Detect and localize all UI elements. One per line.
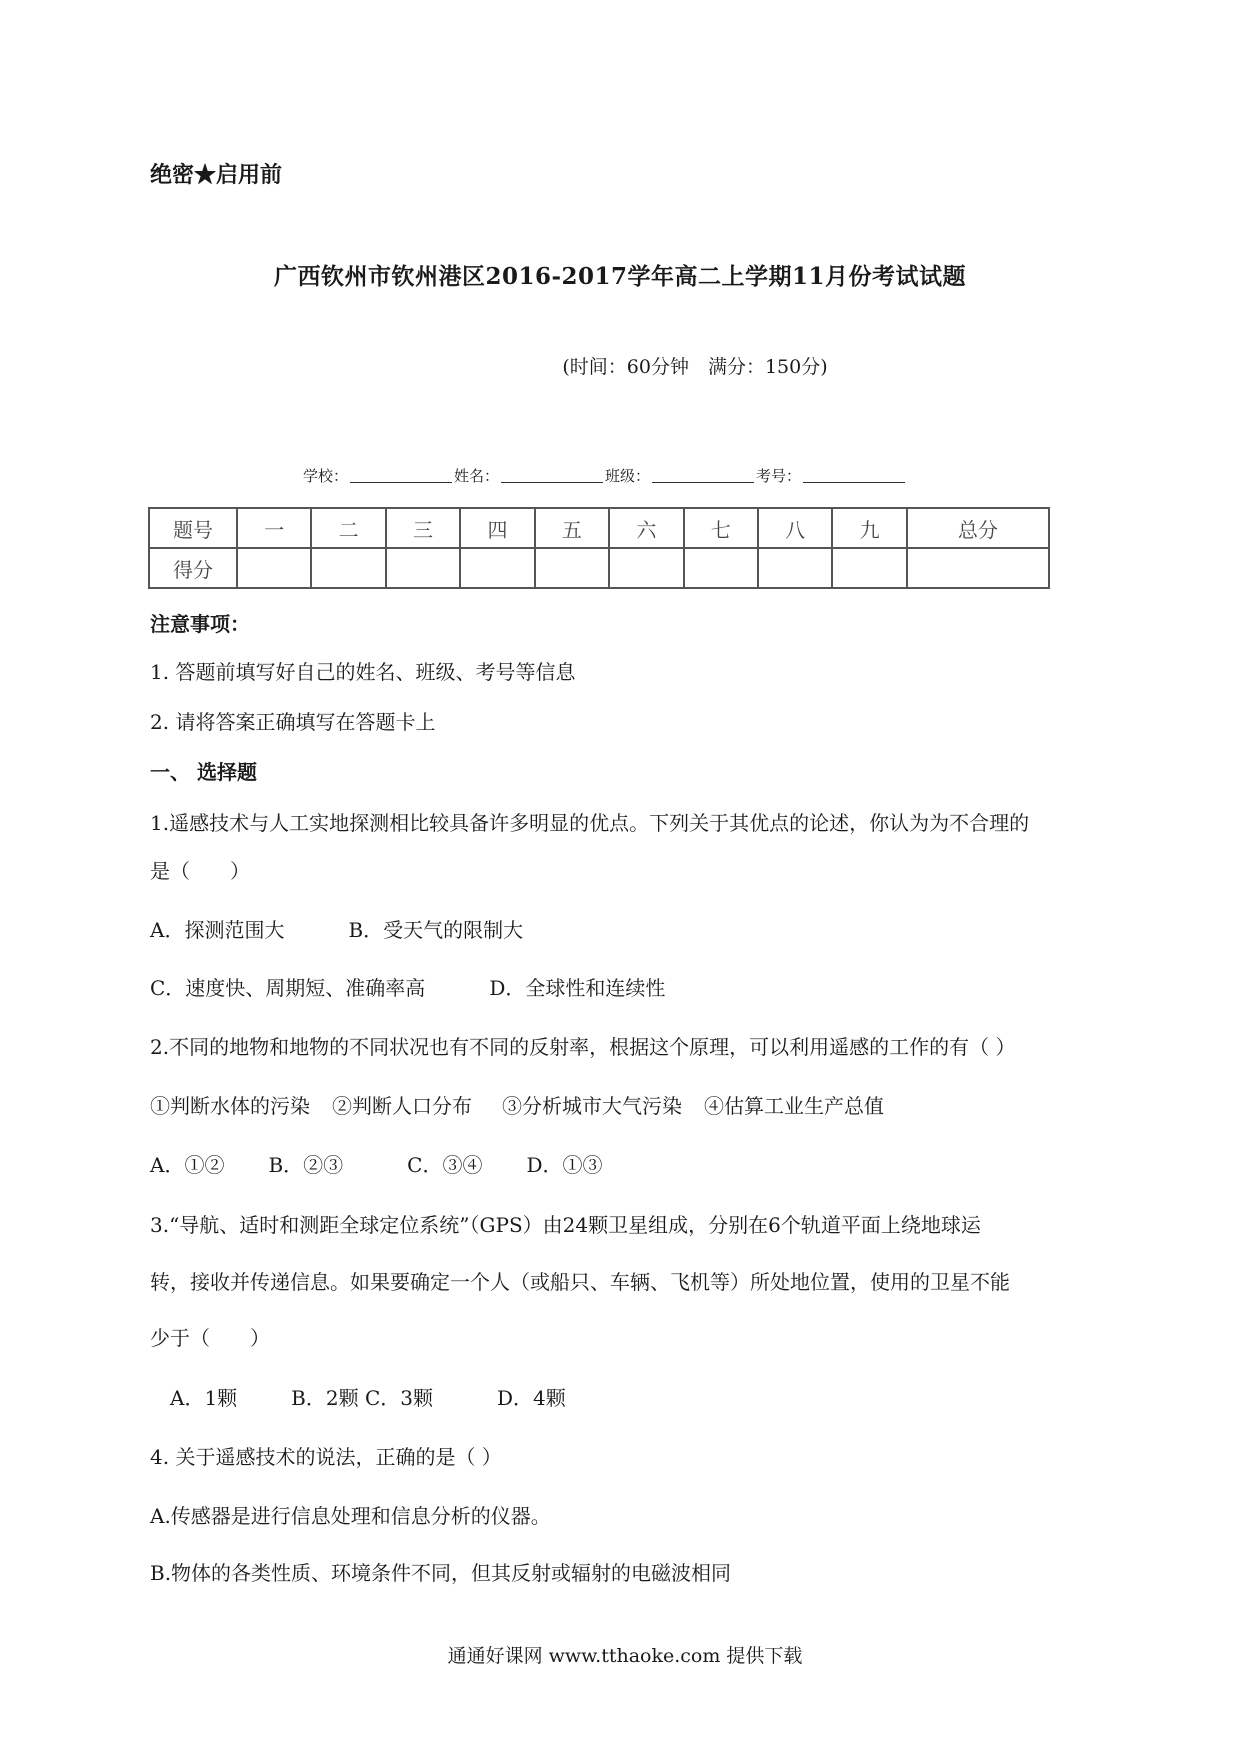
section-heading: 一、 选择题 bbox=[150, 760, 257, 784]
table-cell: 题号 bbox=[149, 508, 237, 548]
table-cell: 七 bbox=[684, 508, 758, 548]
question-3-text: 3.“导航、适时和测距全球定位系统”（GPS）由24颗卫星组成，分别在6个轨道平面上绕地球运 bbox=[150, 1213, 981, 1237]
option-c: C．③④ bbox=[407, 1153, 483, 1177]
notes-heading: 注意事项： bbox=[150, 612, 250, 636]
name-blank[interactable] bbox=[501, 468, 603, 483]
list-item: ③分析城市大气污染 bbox=[502, 1094, 682, 1118]
table-cell: 九 bbox=[832, 508, 906, 548]
exam-no-label: 考号： bbox=[756, 467, 802, 485]
option-b-c: B．2颗 C．3颗 bbox=[291, 1386, 433, 1410]
question-1-text: 1.遥感技术与人工实地探测相比较具备许多明显的优点。下列关于其优点的论述，你认为为不合理的 bbox=[150, 811, 1030, 835]
score-table-score-row bbox=[149, 548, 1049, 588]
school-blank[interactable] bbox=[350, 468, 452, 483]
option-a: A．1颗 bbox=[170, 1386, 238, 1410]
note-item: 1. 答题前填写好自己的姓名、班级、考号等信息 bbox=[150, 660, 576, 684]
list-item: ②判断人口分布 bbox=[332, 1094, 472, 1118]
score-cell[interactable] bbox=[460, 548, 534, 588]
score-cell[interactable] bbox=[609, 548, 683, 588]
question-2-text: 2.不同的地物和地物的不同状况也有不同的反射率，根据这个原理，可以利用遥感的工作的有（ ） bbox=[150, 1035, 1016, 1059]
option-a: A．①② bbox=[150, 1153, 225, 1177]
footer-text: 通通好课网 www.tthaoke.com 提供下载 bbox=[447, 1645, 803, 1667]
table-cell: 二 bbox=[311, 508, 385, 548]
question-3-options bbox=[170, 1382, 566, 1411]
question-2-options bbox=[150, 1149, 603, 1178]
option-c: C．速度快、周期短、准确率高 bbox=[150, 976, 426, 1000]
school-label: 学校： bbox=[303, 467, 349, 485]
option-b: B．受天气的限制大 bbox=[348, 918, 524, 942]
table-cell: 三 bbox=[386, 508, 460, 548]
score-cell[interactable] bbox=[758, 548, 832, 588]
table-cell: 六 bbox=[609, 508, 683, 548]
score-cell[interactable] bbox=[386, 548, 460, 588]
question-3-text-cont: 少于（ ） bbox=[150, 1326, 270, 1350]
score-cell[interactable] bbox=[237, 548, 311, 588]
time-and-score-info: (时间：60分钟 满分：150分) bbox=[562, 356, 828, 378]
score-table-header-row bbox=[149, 508, 1049, 548]
class-blank[interactable] bbox=[652, 468, 754, 483]
option-a: A.传感器是进行信息处理和信息分析的仪器。 bbox=[150, 1504, 551, 1528]
option-d: D．全球性和连续性 bbox=[489, 976, 666, 1000]
option-d: D．①③ bbox=[526, 1153, 603, 1177]
question-4-text: 4. 关于遥感技术的说法，正确的是（ ） bbox=[150, 1445, 502, 1469]
confidential-label: 绝密★启用前 bbox=[150, 162, 283, 188]
student-info-line bbox=[303, 465, 907, 486]
score-cell[interactable] bbox=[907, 548, 1049, 588]
question-1-options-row2 bbox=[150, 972, 665, 1001]
score-cell[interactable] bbox=[832, 548, 906, 588]
option-d: D．4颗 bbox=[496, 1386, 566, 1410]
question-2-items bbox=[150, 1090, 884, 1119]
question-1-options-row1 bbox=[150, 914, 523, 943]
name-label: 姓名： bbox=[454, 467, 500, 485]
list-item: ④估算工业生产总值 bbox=[704, 1094, 884, 1118]
exam-no-blank[interactable] bbox=[803, 468, 905, 483]
score-cell[interactable] bbox=[311, 548, 385, 588]
table-cell: 得分 bbox=[149, 548, 237, 588]
score-table bbox=[148, 507, 1050, 589]
table-cell: 五 bbox=[535, 508, 609, 548]
list-item: ①判断水体的污染 bbox=[150, 1094, 310, 1118]
option-b: B．②③ bbox=[268, 1153, 344, 1177]
score-cell[interactable] bbox=[684, 548, 758, 588]
table-cell: 一 bbox=[237, 508, 311, 548]
class-label: 班级： bbox=[605, 467, 651, 485]
note-item: 2. 请将答案正确填写在答题卡上 bbox=[150, 710, 436, 734]
exam-title: 广西钦州市钦州港区2016-2017学年高二上学期11月份考试试题 bbox=[273, 263, 967, 290]
question-1-text-cont: 是（ ） bbox=[150, 859, 250, 883]
table-cell: 四 bbox=[460, 508, 534, 548]
table-cell: 总分 bbox=[907, 508, 1049, 548]
option-b: B.物体的各类性质、环境条件不同，但其反射或辐射的电磁波相同 bbox=[150, 1561, 732, 1585]
score-cell[interactable] bbox=[535, 548, 609, 588]
table-cell: 八 bbox=[758, 508, 832, 548]
option-a: A．探测范围大 bbox=[150, 918, 285, 942]
question-3-text-cont: 转，接收并传递信息。如果要确定一个人（或船只、车辆、飞机等）所处地位置，使用的卫星不能 bbox=[150, 1270, 1010, 1294]
